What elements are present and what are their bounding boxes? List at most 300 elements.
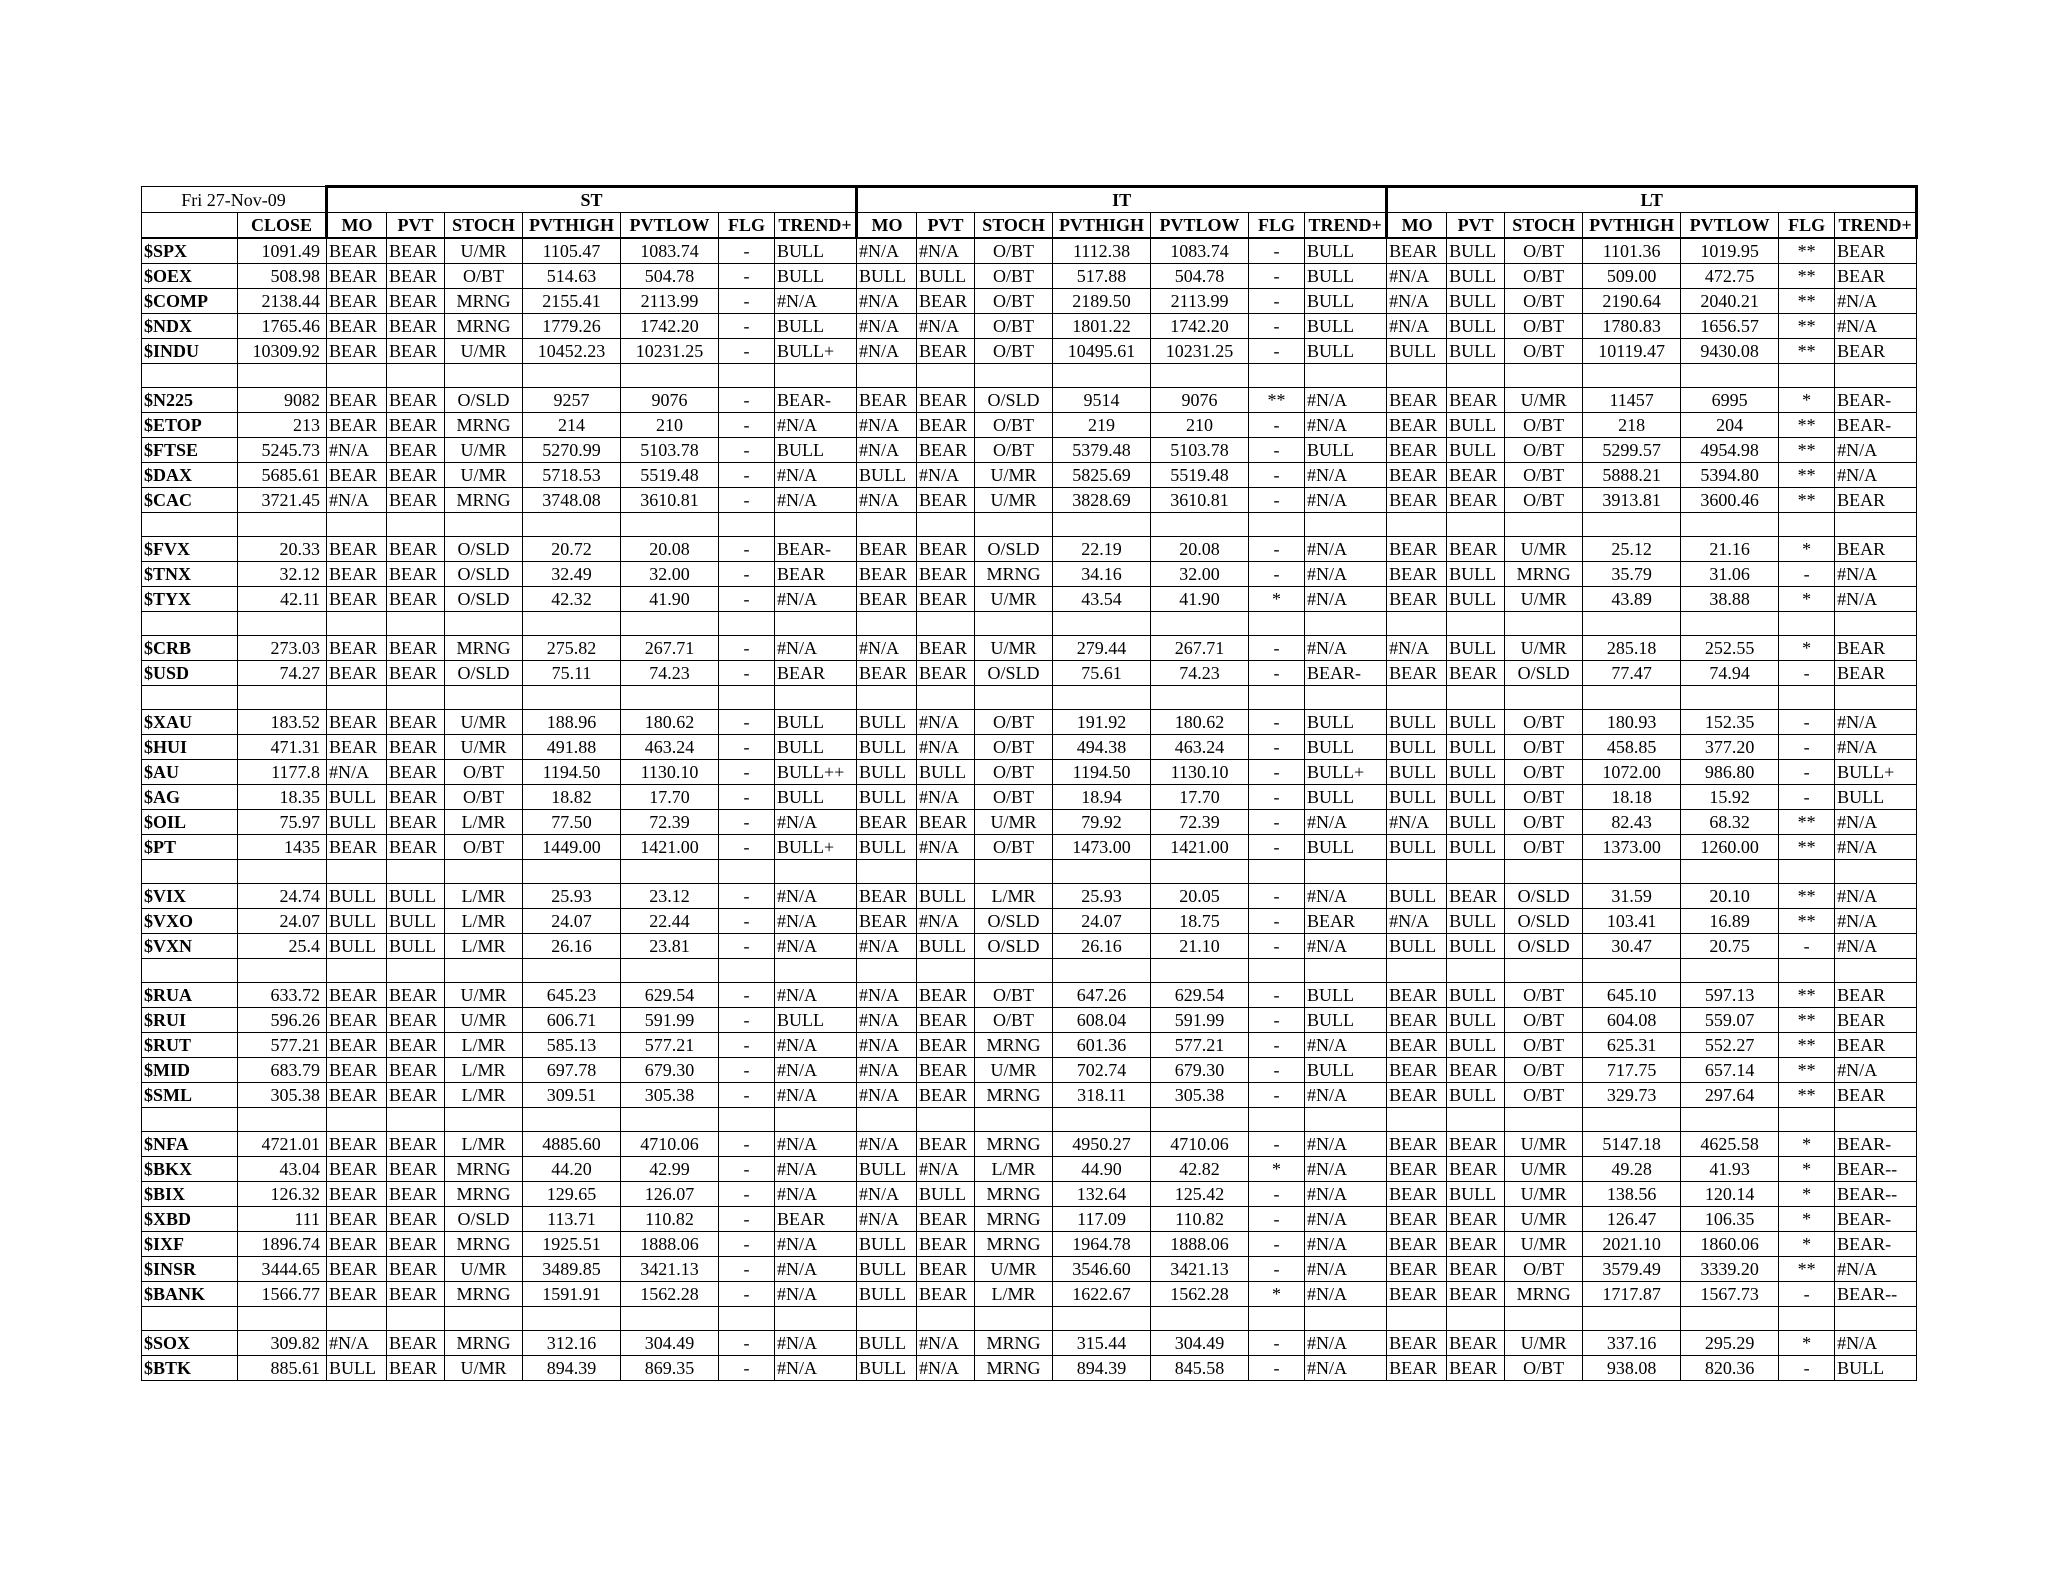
- pvtlow-cell: 305.38: [621, 1083, 719, 1108]
- trend-cell: BEAR-: [1835, 1232, 1917, 1257]
- mo-cell: BEAR: [327, 537, 387, 562]
- flg-cell: -: [1249, 463, 1305, 488]
- flg-cell: -: [1249, 413, 1305, 438]
- symbol-cell: $VIX: [142, 884, 238, 909]
- pvt-cell: BEAR: [387, 710, 445, 735]
- mo-cell: #N/A: [1387, 636, 1447, 661]
- mo-cell: BEAR: [327, 1182, 387, 1207]
- spacer-row: [142, 686, 1917, 710]
- pvthigh-cell: 117.09: [1053, 1207, 1151, 1232]
- empty-cell: [1387, 686, 1447, 710]
- pvthigh-cell: 697.78: [523, 1058, 621, 1083]
- mo-cell: BEAR: [1387, 463, 1447, 488]
- flg-cell: -: [1249, 1033, 1305, 1058]
- pvthigh-cell: 43.89: [1583, 587, 1681, 612]
- pvthigh-cell: 717.75: [1583, 1058, 1681, 1083]
- flg-cell: **: [1779, 983, 1835, 1008]
- stoch-cell: MRNG: [445, 413, 523, 438]
- pvt-cell: #N/A: [917, 314, 975, 339]
- pvtlow-cell: 5103.78: [621, 438, 719, 463]
- mo-cell: #N/A: [857, 636, 917, 661]
- table-row: [142, 463, 1917, 488]
- trend-cell: #N/A: [775, 587, 857, 612]
- trend-cell: #N/A: [775, 463, 857, 488]
- pvthigh-cell: 18.82: [523, 785, 621, 810]
- trend-cell: #N/A: [1835, 810, 1917, 835]
- stoch-cell: O/BT: [445, 760, 523, 785]
- flg-cell: -: [1249, 884, 1305, 909]
- pvthigh-cell: 10452.23: [523, 339, 621, 364]
- mo-cell: BEAR: [1387, 388, 1447, 413]
- stoch-cell: U/MR: [1505, 1132, 1583, 1157]
- symbol-cell: $COMP: [142, 289, 238, 314]
- mo-cell: #N/A: [857, 983, 917, 1008]
- stoch-cell: MRNG: [445, 488, 523, 513]
- mo-cell: #N/A: [857, 1083, 917, 1108]
- pvthigh-cell: 10119.47: [1583, 339, 1681, 364]
- flg-cell: -: [1779, 710, 1835, 735]
- symbol-cell: $XBD: [142, 1207, 238, 1232]
- mo-cell: BEAR: [1387, 661, 1447, 686]
- trend-cell: #N/A: [1305, 488, 1387, 513]
- close-cell: 596.26: [238, 1008, 327, 1033]
- table-row: [142, 1232, 1917, 1257]
- flg-cell: -: [719, 760, 775, 785]
- empty-cell: [1249, 612, 1305, 636]
- pvtlow-cell: 1130.10: [1151, 760, 1249, 785]
- stoch-cell: MRNG: [975, 1356, 1053, 1381]
- symbol-cell: $BIX: [142, 1182, 238, 1207]
- pvthigh-cell: 24.07: [523, 909, 621, 934]
- pvtlow-cell: 267.71: [621, 636, 719, 661]
- flg-cell: *: [1249, 587, 1305, 612]
- st-pvt-column-header: PVT: [387, 213, 445, 239]
- mo-cell: BEAR: [1387, 1331, 1447, 1356]
- stoch-cell: O/SLD: [975, 934, 1053, 959]
- trend-cell: #N/A: [1835, 835, 1917, 860]
- stoch-cell: O/BT: [445, 835, 523, 860]
- trend-cell: #N/A: [1835, 314, 1917, 339]
- empty-cell: [1505, 364, 1583, 388]
- empty-cell: [1779, 959, 1835, 983]
- empty-cell: [975, 513, 1053, 537]
- pvt-cell: BULL: [917, 1182, 975, 1207]
- pvtlow-cell: 577.21: [1151, 1033, 1249, 1058]
- pvtlow-cell: 577.21: [621, 1033, 719, 1058]
- mo-cell: #N/A: [327, 760, 387, 785]
- pvthigh-cell: 3546.60: [1053, 1257, 1151, 1282]
- flg-cell: **: [1779, 909, 1835, 934]
- stoch-cell: O/BT: [1505, 438, 1583, 463]
- pvt-cell: BULL: [1447, 289, 1505, 314]
- stoch-cell: O/BT: [1505, 760, 1583, 785]
- pvtlow-cell: 41.90: [1151, 587, 1249, 612]
- trend-cell: BULL+: [775, 835, 857, 860]
- flg-cell: -: [1249, 909, 1305, 934]
- pvthigh-cell: 218: [1583, 413, 1681, 438]
- empty-cell: [1053, 959, 1151, 983]
- pvtlow-cell: 305.38: [1151, 1083, 1249, 1108]
- pvtlow-cell: 125.42: [1151, 1182, 1249, 1207]
- stoch-cell: L/MR: [445, 1132, 523, 1157]
- pvt-cell: BEAR: [387, 238, 445, 264]
- mo-cell: BEAR: [327, 1058, 387, 1083]
- empty-cell: [1151, 612, 1249, 636]
- pvt-cell: BEAR: [387, 835, 445, 860]
- symbol-cell: $OEX: [142, 264, 238, 289]
- pvthigh-cell: 329.73: [1583, 1083, 1681, 1108]
- pvt-cell: BULL: [1447, 710, 1505, 735]
- empty-cell: [1151, 1108, 1249, 1132]
- pvtlow-cell: 17.70: [1151, 785, 1249, 810]
- table-row: [142, 339, 1917, 364]
- symbol-cell: $SOX: [142, 1331, 238, 1356]
- close-cell: 273.03: [238, 636, 327, 661]
- mo-cell: BULL: [327, 1356, 387, 1381]
- mo-cell: #N/A: [857, 289, 917, 314]
- pvtlow-cell: 10231.25: [621, 339, 719, 364]
- pvtlow-cell: 295.29: [1681, 1331, 1779, 1356]
- stoch-cell: U/MR: [445, 463, 523, 488]
- mo-cell: BULL: [327, 909, 387, 934]
- pvt-cell: BEAR: [387, 636, 445, 661]
- pvtlow-cell: 304.49: [1151, 1331, 1249, 1356]
- pvt-cell: BEAR: [387, 1356, 445, 1381]
- flg-cell: -: [719, 1033, 775, 1058]
- trend-cell: BULL: [775, 735, 857, 760]
- pvt-cell: BULL: [1447, 562, 1505, 587]
- pvtlow-cell: 20.08: [1151, 537, 1249, 562]
- trend-cell: BEAR--: [1835, 1157, 1917, 1182]
- pvtlow-cell: 32.00: [1151, 562, 1249, 587]
- pvt-cell: BULL: [1447, 413, 1505, 438]
- stoch-cell: O/BT: [1505, 810, 1583, 835]
- it-pvt-column-header: PVT: [917, 213, 975, 239]
- spacer-row: [142, 364, 1917, 388]
- pvt-cell: BEAR: [1447, 1232, 1505, 1257]
- pvthigh-cell: 25.93: [1053, 884, 1151, 909]
- pvtlow-cell: 2113.99: [1151, 289, 1249, 314]
- close-column-header: CLOSE: [238, 213, 327, 239]
- mo-cell: BEAR: [327, 463, 387, 488]
- pvthigh-cell: 1105.47: [523, 238, 621, 264]
- stoch-cell: L/MR: [445, 934, 523, 959]
- stoch-cell: U/MR: [1505, 537, 1583, 562]
- pvt-cell: BEAR: [387, 1257, 445, 1282]
- flg-cell: -: [1249, 289, 1305, 314]
- flg-cell: **: [1779, 463, 1835, 488]
- empty-cell: [142, 612, 238, 636]
- empty-cell: [1305, 1108, 1387, 1132]
- mo-cell: BEAR: [1387, 1157, 1447, 1182]
- trend-cell: #N/A: [775, 488, 857, 513]
- pvthigh-cell: 18.94: [1053, 785, 1151, 810]
- symbol-cell: $DAX: [142, 463, 238, 488]
- empty-cell: [142, 860, 238, 884]
- flg-cell: -: [1249, 835, 1305, 860]
- empty-cell: [1835, 959, 1917, 983]
- pvt-cell: BEAR: [1447, 537, 1505, 562]
- trend-cell: BULL++: [775, 760, 857, 785]
- pvthigh-cell: 458.85: [1583, 735, 1681, 760]
- pvthigh-cell: 604.08: [1583, 1008, 1681, 1033]
- stoch-cell: O/BT: [1505, 735, 1583, 760]
- stoch-cell: L/MR: [445, 884, 523, 909]
- trend-cell: #N/A: [1835, 884, 1917, 909]
- empty-cell: [1681, 860, 1779, 884]
- pvtlow-cell: 297.64: [1681, 1083, 1779, 1108]
- pvtlow-cell: 42.99: [621, 1157, 719, 1182]
- symbol-cell: $VXN: [142, 934, 238, 959]
- empty-cell: [719, 1307, 775, 1331]
- stoch-cell: U/MR: [975, 587, 1053, 612]
- pvthigh-cell: 1779.26: [523, 314, 621, 339]
- trend-cell: BULL: [1305, 238, 1387, 264]
- pvtlow-cell: 504.78: [621, 264, 719, 289]
- flg-cell: -: [719, 238, 775, 264]
- flg-cell: -: [719, 1008, 775, 1033]
- trend-cell: #N/A: [1305, 1282, 1387, 1307]
- trend-cell: #N/A: [1305, 1207, 1387, 1232]
- mo-cell: BULL: [1387, 710, 1447, 735]
- pvtlow-cell: 679.30: [621, 1058, 719, 1083]
- empty-cell: [142, 959, 238, 983]
- pvthigh-cell: 214: [523, 413, 621, 438]
- trend-cell: #N/A: [1305, 810, 1387, 835]
- empty-cell: [238, 686, 327, 710]
- mo-cell: BEAR: [1387, 1282, 1447, 1307]
- mo-cell: BEAR: [327, 1008, 387, 1033]
- pvt-cell: BEAR: [1447, 1132, 1505, 1157]
- flg-cell: **: [1779, 1058, 1835, 1083]
- pvthigh-cell: 1373.00: [1583, 835, 1681, 860]
- stoch-cell: O/BT: [445, 264, 523, 289]
- flg-cell: **: [1779, 238, 1835, 264]
- stoch-cell: MRNG: [445, 314, 523, 339]
- pvthigh-cell: 1717.87: [1583, 1282, 1681, 1307]
- pvthigh-cell: 77.47: [1583, 661, 1681, 686]
- flg-cell: -: [719, 835, 775, 860]
- pvthigh-cell: 26.16: [1053, 934, 1151, 959]
- empty-cell: [327, 612, 387, 636]
- pvt-cell: BULL: [1447, 587, 1505, 612]
- flg-cell: -: [1249, 562, 1305, 587]
- stoch-cell: O/BT: [1505, 785, 1583, 810]
- empty-cell: [775, 1307, 857, 1331]
- table-row: [142, 1282, 1917, 1307]
- stoch-cell: O/BT: [1505, 1257, 1583, 1282]
- pvtlow-cell: 1888.06: [621, 1232, 719, 1257]
- pvthigh-cell: 25.93: [523, 884, 621, 909]
- pvt-cell: BULL: [1447, 909, 1505, 934]
- trend-cell: BULL: [775, 785, 857, 810]
- table-row: [142, 1058, 1917, 1083]
- flg-cell: **: [1779, 835, 1835, 860]
- pvt-cell: BEAR: [387, 1207, 445, 1232]
- empty-cell: [1447, 612, 1505, 636]
- trend-cell: #N/A: [775, 934, 857, 959]
- pvthigh-cell: 608.04: [1053, 1008, 1151, 1033]
- mo-cell: BEAR: [1387, 238, 1447, 264]
- pvtlow-cell: 74.23: [1151, 661, 1249, 686]
- pvtlow-cell: 6995: [1681, 388, 1779, 413]
- trend-cell: #N/A: [1835, 587, 1917, 612]
- mo-cell: #N/A: [857, 1058, 917, 1083]
- pvthigh-cell: 1780.83: [1583, 314, 1681, 339]
- flg-cell: **: [1779, 1033, 1835, 1058]
- symbol-cell: $OIL: [142, 810, 238, 835]
- close-cell: 3444.65: [238, 1257, 327, 1282]
- mo-cell: BULL: [857, 1157, 917, 1182]
- stoch-cell: O/BT: [1505, 264, 1583, 289]
- table-row: [142, 661, 1917, 686]
- trend-cell: #N/A: [775, 983, 857, 1008]
- pvt-cell: BEAR: [917, 488, 975, 513]
- flg-cell: *: [1779, 388, 1835, 413]
- mo-cell: BEAR: [327, 835, 387, 860]
- pvtlow-cell: 10231.25: [1151, 339, 1249, 364]
- flg-cell: **: [1249, 388, 1305, 413]
- pvt-cell: BEAR: [917, 661, 975, 686]
- stoch-cell: MRNG: [445, 289, 523, 314]
- pvtlow-cell: 1562.28: [621, 1282, 719, 1307]
- group-header-row: [142, 187, 1917, 213]
- pvtlow-cell: 74.94: [1681, 661, 1779, 686]
- pvthigh-cell: 5718.53: [523, 463, 621, 488]
- spacer-row: [142, 1108, 1917, 1132]
- pvt-cell: BEAR: [1447, 488, 1505, 513]
- flg-cell: -: [719, 1058, 775, 1083]
- pvthigh-cell: 601.36: [1053, 1033, 1151, 1058]
- symbol-cell: $N225: [142, 388, 238, 413]
- table-row: [142, 264, 1917, 289]
- mo-cell: BEAR: [857, 909, 917, 934]
- empty-cell: [857, 1108, 917, 1132]
- flg-cell: *: [1779, 636, 1835, 661]
- pvtlow-cell: 20.75: [1681, 934, 1779, 959]
- pvt-cell: BEAR: [1447, 1058, 1505, 1083]
- trend-cell: #N/A: [1305, 1257, 1387, 1282]
- pvt-cell: #N/A: [917, 463, 975, 488]
- flg-cell: -: [719, 1282, 775, 1307]
- trend-cell: BULL: [1305, 710, 1387, 735]
- trend-cell: BULL: [1835, 1356, 1917, 1381]
- mo-cell: #N/A: [857, 488, 917, 513]
- spacer-row: [142, 959, 1917, 983]
- pvt-cell: BEAR: [1447, 1207, 1505, 1232]
- stoch-cell: O/SLD: [445, 562, 523, 587]
- st-flg-column-header: FLG: [719, 213, 775, 239]
- stoch-cell: U/MR: [445, 735, 523, 760]
- trend-cell: #N/A: [775, 289, 857, 314]
- symbol-cell: $NDX: [142, 314, 238, 339]
- stoch-cell: U/MR: [1505, 587, 1583, 612]
- close-cell: 3721.45: [238, 488, 327, 513]
- trend-cell: #N/A: [1305, 587, 1387, 612]
- pvthigh-cell: 22.19: [1053, 537, 1151, 562]
- empty-cell: [1447, 1307, 1505, 1331]
- mo-cell: BULL: [857, 835, 917, 860]
- empty-cell: [142, 364, 238, 388]
- pvtlow-cell: 210: [621, 413, 719, 438]
- pvt-cell: BEAR: [387, 785, 445, 810]
- lt-pvt-column-header: PVT: [1447, 213, 1505, 239]
- pvt-cell: BEAR: [387, 289, 445, 314]
- symbol-cell: $VXO: [142, 909, 238, 934]
- mo-cell: BEAR: [857, 661, 917, 686]
- flg-cell: -: [719, 537, 775, 562]
- mo-cell: BEAR: [1387, 1058, 1447, 1083]
- empty-cell: [387, 860, 445, 884]
- table-row: [142, 488, 1917, 513]
- stoch-cell: O/BT: [975, 339, 1053, 364]
- flg-cell: -: [719, 1232, 775, 1257]
- empty-cell: [1387, 1108, 1447, 1132]
- empty-cell: [1387, 860, 1447, 884]
- pvt-cell: BEAR: [917, 1008, 975, 1033]
- pvt-cell: BULL: [1447, 438, 1505, 463]
- empty-cell: [1681, 612, 1779, 636]
- empty-cell: [1249, 513, 1305, 537]
- symbol-cell: $PT: [142, 835, 238, 860]
- pvthigh-cell: 26.16: [523, 934, 621, 959]
- pvthigh-cell: 20.72: [523, 537, 621, 562]
- table-row: [142, 934, 1917, 959]
- st-pvtlow-column-header: PVTLOW: [621, 213, 719, 239]
- mo-cell: #N/A: [1387, 289, 1447, 314]
- empty-cell: [445, 686, 523, 710]
- empty-cell: [1151, 513, 1249, 537]
- stoch-cell: U/MR: [1505, 636, 1583, 661]
- pvtlow-cell: 23.12: [621, 884, 719, 909]
- close-cell: 471.31: [238, 735, 327, 760]
- empty-cell: [1387, 612, 1447, 636]
- empty-cell: [1249, 1108, 1305, 1132]
- pvt-cell: BEAR: [387, 488, 445, 513]
- trend-cell: BEAR: [1835, 238, 1917, 264]
- stoch-cell: O/BT: [1505, 983, 1583, 1008]
- empty-cell: [621, 364, 719, 388]
- pvt-cell: BULL: [917, 934, 975, 959]
- pvtlow-cell: 9430.08: [1681, 339, 1779, 364]
- flg-cell: -: [719, 463, 775, 488]
- table-row: [142, 1207, 1917, 1232]
- stoch-cell: O/BT: [975, 1008, 1053, 1033]
- stoch-cell: MRNG: [445, 1282, 523, 1307]
- trend-cell: BEAR: [1835, 339, 1917, 364]
- table-row: [142, 810, 1917, 835]
- trend-cell: #N/A: [775, 1058, 857, 1083]
- flg-cell: -: [719, 1182, 775, 1207]
- table-row: [142, 909, 1917, 934]
- close-cell: 111: [238, 1207, 327, 1232]
- flg-cell: -: [719, 884, 775, 909]
- table-row: [142, 1033, 1917, 1058]
- empty-cell: [917, 612, 975, 636]
- flg-cell: -: [1249, 661, 1305, 686]
- flg-cell: -: [1249, 1356, 1305, 1381]
- pvthigh-cell: 219: [1053, 413, 1151, 438]
- flg-cell: -: [719, 438, 775, 463]
- empty-cell: [775, 686, 857, 710]
- mo-cell: BEAR: [857, 810, 917, 835]
- stoch-cell: MRNG: [975, 1232, 1053, 1257]
- trend-cell: #N/A: [775, 1232, 857, 1257]
- empty-cell: [1249, 686, 1305, 710]
- pvt-cell: BEAR: [917, 1083, 975, 1108]
- st-stoch-column-header: STOCH: [445, 213, 523, 239]
- pvtlow-cell: 180.62: [621, 710, 719, 735]
